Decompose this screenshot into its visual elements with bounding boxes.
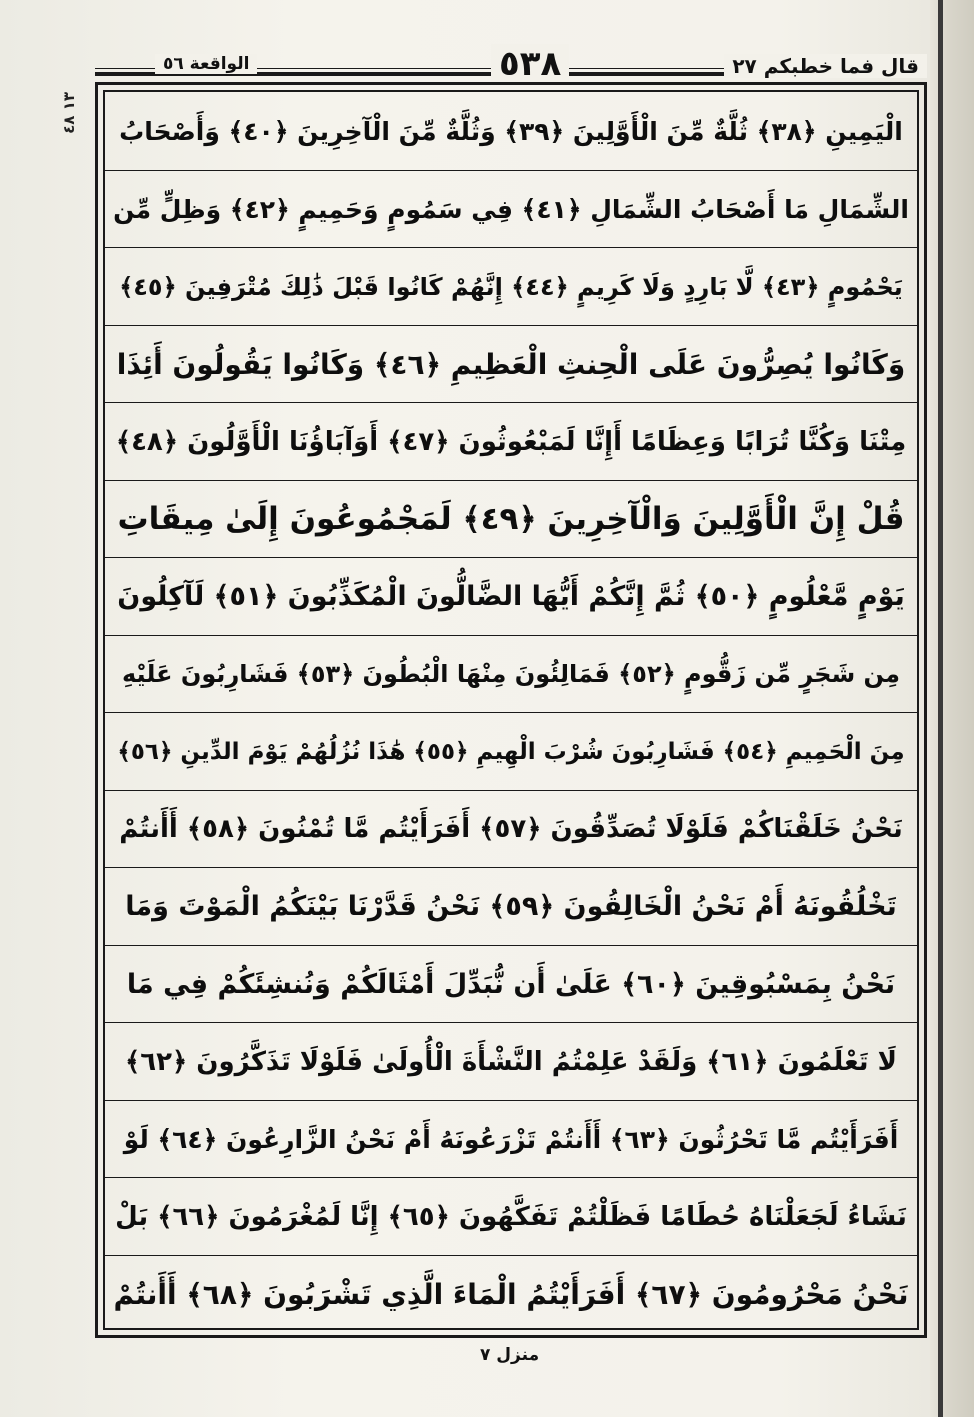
line-text: الشِّمَالِ مَا أَصْحَابُ الشِّمَالِ ﴿٤١﴾ فِي سَمُومٍ وَحَمِيمٍ ﴿٤٢﴾ وَظِلٍّ مِّن xyxy=(113,194,909,224)
text-line xyxy=(105,1255,917,1333)
text-line xyxy=(105,402,917,480)
line-text: مِن شَجَرٍ مِّن زَقُّومٍ ﴿٥٢﴾ فَمَالِئُونَ مِنْهَا الْبُطُونَ ﴿٥٣﴾ فَشَارِبُونَ عَلَيْهِ xyxy=(122,660,900,688)
text-line xyxy=(105,480,917,558)
text-line xyxy=(105,170,917,248)
line-text: نَشَاءُ لَجَعَلْنَاهُ حُطَامًا فَظَلْتُمْ تَفَكَّهُونَ ﴿٦٥﴾ إِنَّا لَمُغْرَمُونَ ﴿٦٦﴾ بَلْ xyxy=(115,1201,907,1232)
line-text: نَحْنُ خَلَقْنَاكُمْ فَلَوْلَا تُصَدِّقُونَ ﴿٥٧﴾ أَفَرَأَيْتُم مَّا تُمْنُونَ ﴿٥٨﴾ أَأَنتُمْ xyxy=(119,814,903,844)
text-frame xyxy=(95,82,927,1338)
line-text: مِتْنَا وَكُنَّا تُرَابًا وَعِظَامًا أَإِنَّا لَمَبْعُوثُونَ ﴿٤٧﴾ أَوَآبَاؤُنَا الْأَوَّلُونَ ﴿٤٨﴾ xyxy=(115,426,907,457)
line-text: وَكَانُوا يُصِرُّونَ عَلَى الْحِنثِ الْعَظِيمِ ﴿٤٦﴾ وَكَانُوا يَقُولُونَ أَئِذَا xyxy=(116,347,906,381)
line-text: لَا تَعْلَمُونَ ﴿٦١﴾ وَلَقَدْ عَلِمْتُمُ النَّشْأَةَ الْأُولَىٰ فَلَوْلَا تَذَكَّرُونَ ﴿٦٢﴾ xyxy=(125,1046,897,1077)
line-text: أَفَرَأَيْتُم مَّا تَحْرُثُونَ ﴿٦٣﴾ أَأَنتُمْ تَزْرَعُونَهُ أَمْ نَحْنُ الزَّارِعُونَ ﴿٦٤﴾ لَوْ xyxy=(123,1124,899,1154)
text-line xyxy=(105,635,917,713)
page-spine xyxy=(930,0,974,1417)
text-line xyxy=(105,867,917,945)
text-line xyxy=(105,1022,917,1100)
text-line xyxy=(105,1177,917,1255)
text-line xyxy=(105,1100,917,1178)
line-text: يَحْمُومٍ ﴿٤٣﴾ لَّا بَارِدٍ وَلَا كَرِيمٍ ﴿٤٤﴾ إِنَّهُمْ كَانُوا قَبْلَ ذَٰلِكَ مُتْرَفِينَ ﴿٤٥﴾ xyxy=(119,272,903,301)
line-text: قُلْ إِنَّ الْأَوَّلِينَ وَالْآخِرِينَ ﴿٤٩﴾ لَمَجْمُوعُونَ إِلَىٰ مِيقَاتِ xyxy=(117,501,905,537)
text-line xyxy=(105,247,917,325)
line-text: الْيَمِينِ ﴿٣٨﴾ ثُلَّةٌ مِّنَ الْأَوَّلِينَ ﴿٣٩﴾ وَثُلَّةٌ مِّنَ الْآخِرِينَ ﴿٤٠﴾ وَأَصْحَابُ xyxy=(119,116,903,146)
page-header xyxy=(95,44,927,84)
text-line xyxy=(105,945,917,1023)
line-text: يَوْمٍ مَّعْلُومٍ ﴿٥٠﴾ ثُمَّ إِنَّكُمْ أَيُّهَا الضَّالُّونَ الْمُكَذِّبُونَ ﴿٥١﴾ لَآكِلُونَ xyxy=(117,581,905,612)
text-line xyxy=(105,790,917,868)
page-number: ٥٣٨ xyxy=(491,44,569,84)
juz-label: قال فما خطبكم ٢٧ xyxy=(724,54,927,78)
line-text: نَحْنُ مَحْرُومُونَ ﴿٦٧﴾ أَفَرَأَيْتُمُ الْمَاءَ الَّذِي تَشْرَبُونَ ﴿٦٨﴾ أَأَنتُمْ xyxy=(113,1277,909,1311)
ruku-marker: ١٣ ٤٨ xyxy=(60,92,78,134)
manzil-footer: منزل ٧ xyxy=(480,1345,540,1365)
text-line xyxy=(105,92,917,170)
text-line xyxy=(105,325,917,403)
surah-label: الواقعة ٥٦ xyxy=(155,54,257,74)
text-line xyxy=(105,557,917,635)
line-text: تَخْلُقُونَهُ أَمْ نَحْنُ الْخَالِقُونَ ﴿٥٩﴾ نَحْنُ قَدَّرْنَا بَيْنَكُمُ الْمَوْتَ وَمَا xyxy=(125,891,897,922)
spine-edge-line xyxy=(938,0,943,1417)
line-text: مِنَ الْحَمِيمِ ﴿٥٤﴾ فَشَارِبُونَ شُرْبَ الْهِيمِ ﴿٥٥﴾ هَٰذَا نُزُلُهُمْ يَوْمَ الدِّينِ ﴿٥٦﴾ xyxy=(117,738,905,765)
text-block xyxy=(103,90,919,1330)
line-text: نَحْنُ بِمَسْبُوقِينَ ﴿٦٠﴾ عَلَىٰ أَن نُّبَدِّلَ أَمْثَالَكُمْ وَنُنشِئَكُمْ فِي مَا xyxy=(126,968,896,1000)
text-line xyxy=(105,712,917,790)
